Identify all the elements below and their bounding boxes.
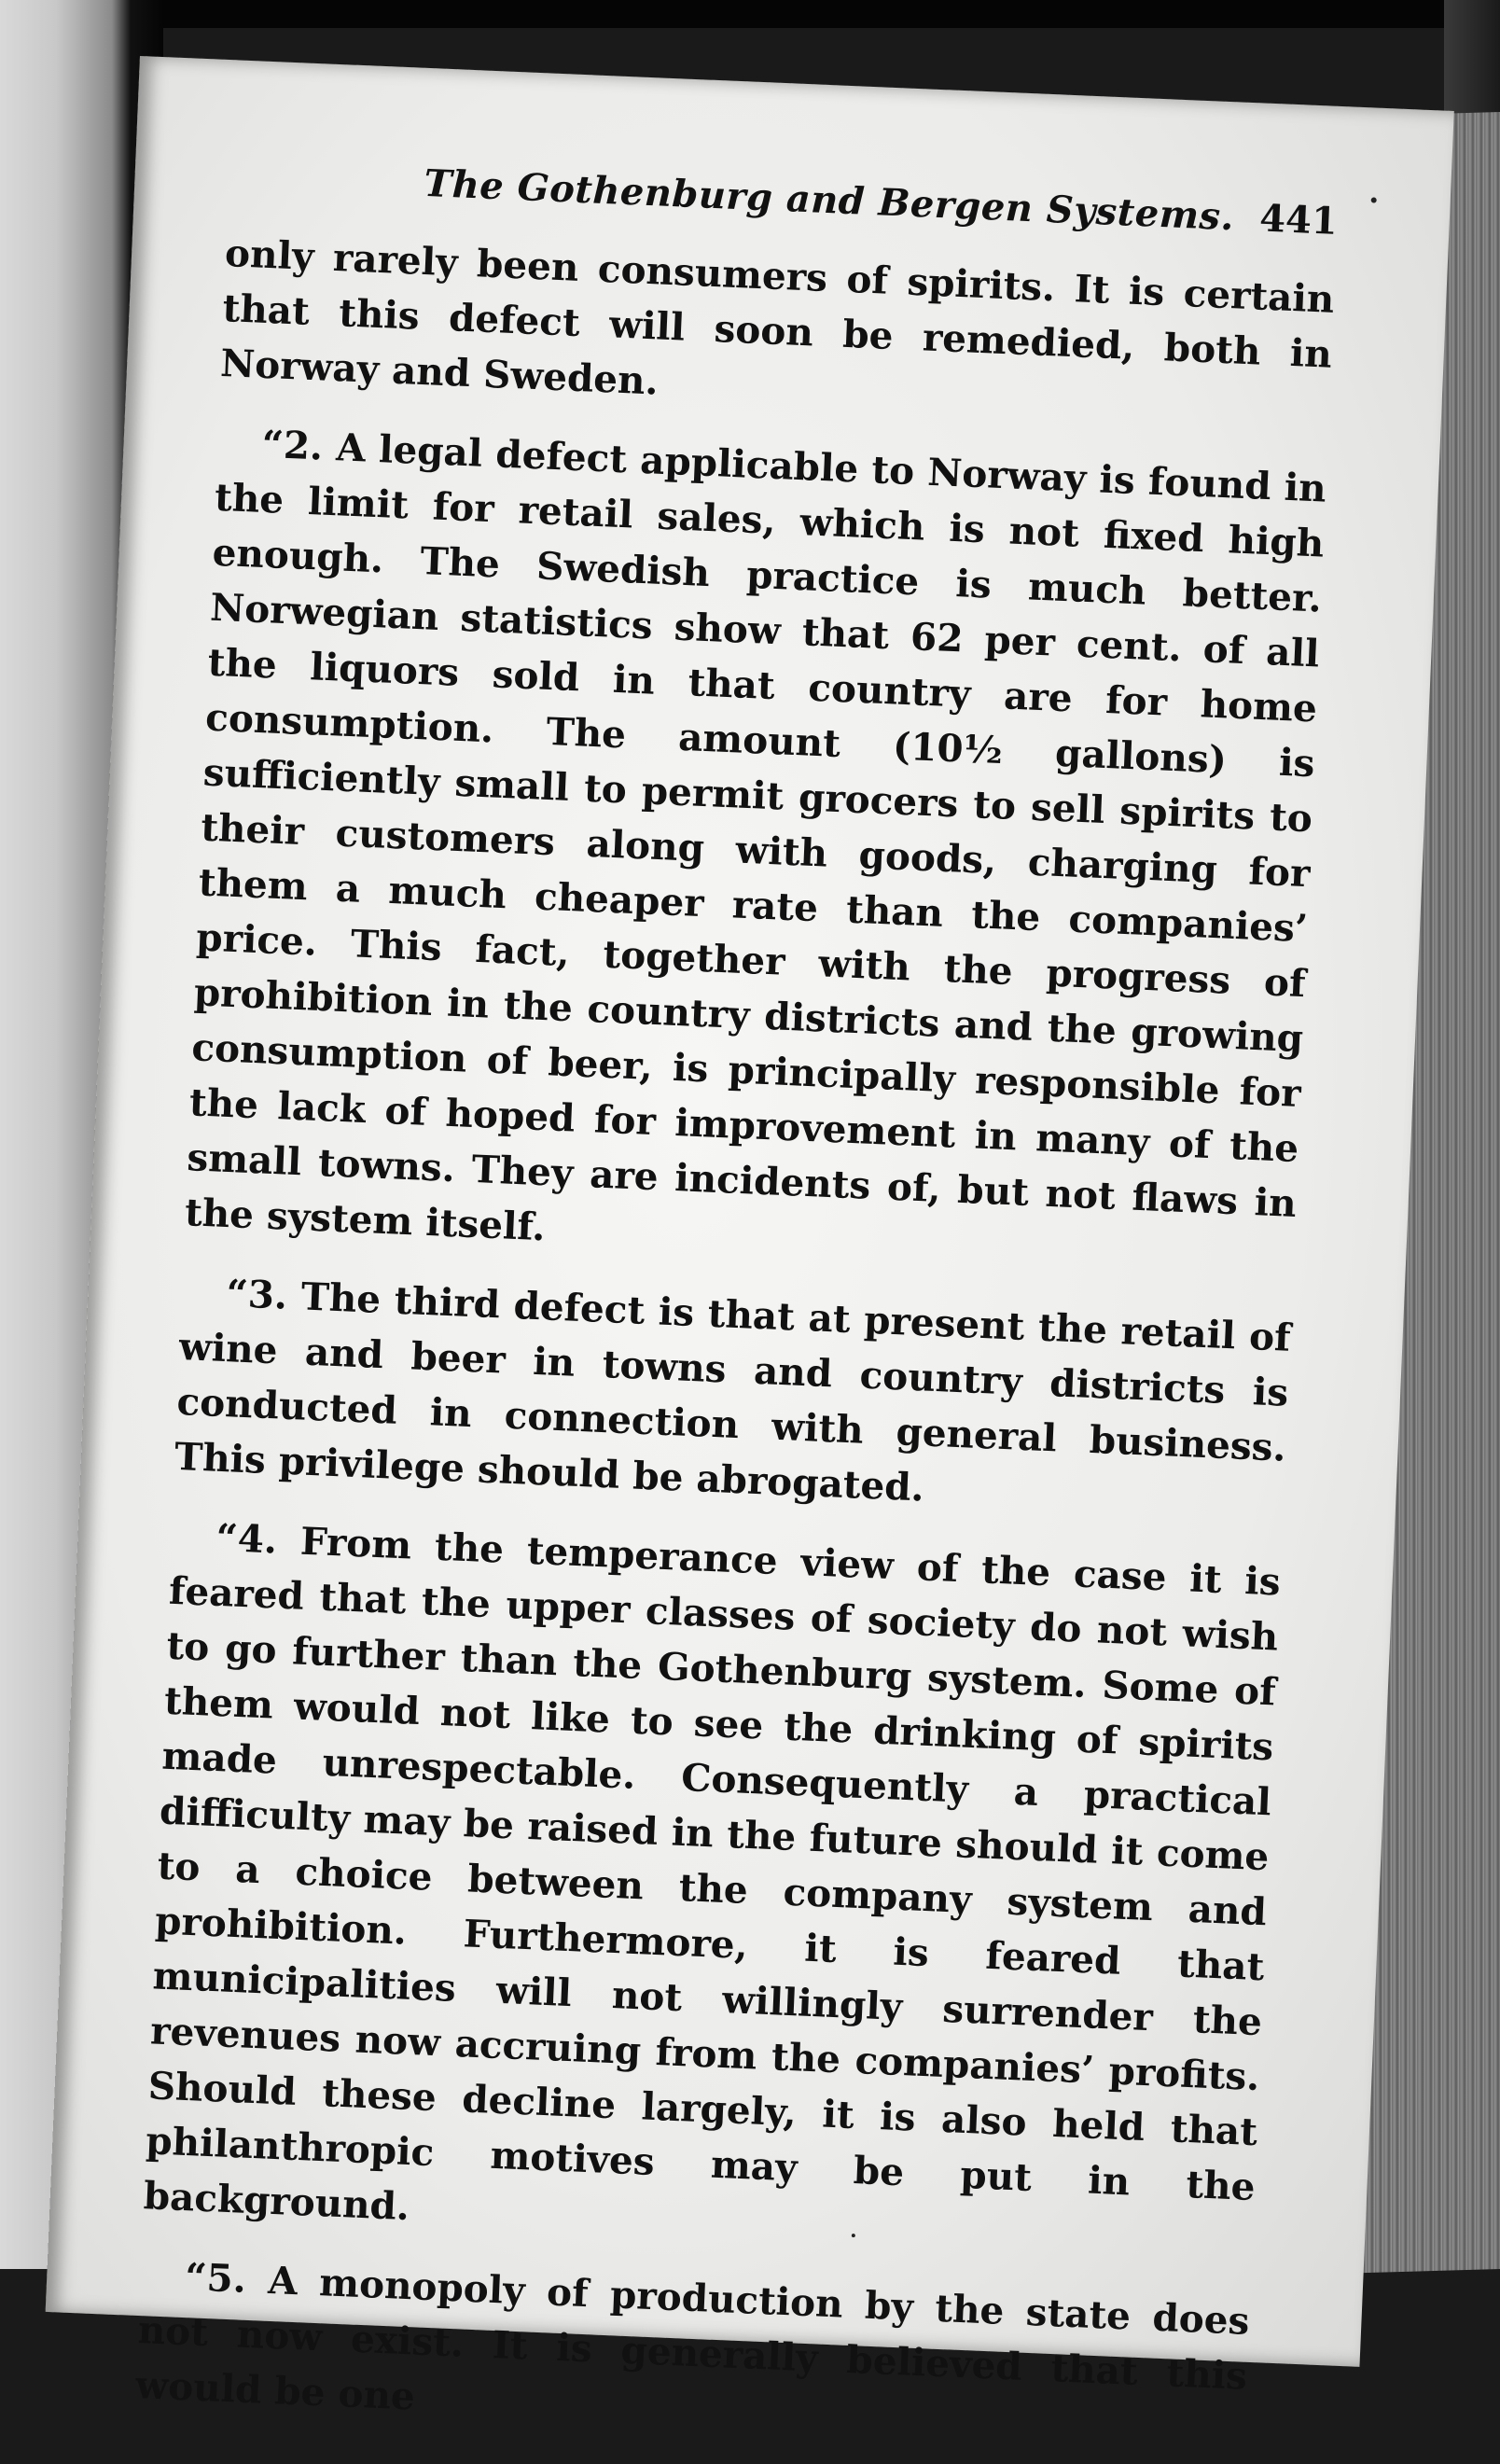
paragraph-point-2: “2. A legal defect applicable to Norway is found in the limit for retail sales, which is not fixed high enough. The Swedish practice is much better. Norwegian statistics show that 62 per cent. of all the liquors sold in that country are for home consumption. The amount (10½ gallons) is sufficiently small to permit grocers to sell spirits to their customers along with goods, charging for them a much cheaper rate than the companies’ price. This fact, together with the progress of prohibition in the country districts and the growing consumption of beer, is principally responsible for the lack of hoped for improvement in many of the small towns. They are incidents of, but not flaws in the system itself. [184,421,1327,1250]
scanner-bed-top [0,0,1500,28]
paragraph-point-3: “3. The third defect is that at present the retail of wine and beer in towns and country districts is conducted in connection with general business. This privilege should be abrogated. [174,1271,1292,1510]
paragraph-point-5: “5. A monopoly of production by the state does not now exist. It is generally believed that this would be one [134,2254,1251,2419]
paragraph-point-4: “4. From the temperance view of the case it is feared that the upper classes of society do not wish to go further than the Gothenburg system. Some of them would not like to see the drinking of spirits made unrespectable. Consequently a practical difficulty may be raised in the future should it come to a choice between the company system and prohibition. Furthermore, it is feared that municipalities will not willingly surrender the revenues now accruing from the companies’ profits. Should these decline largely, it is also held that philanthropic motives may be put in the background. [142,1514,1282,2230]
paragraph-continuation: only rarely been consumers of spirits. It is certain that this defect will soon be remedied, both in Norway and Sweden. [219,230,1336,404]
running-title: The Gothenburg and Bergen Systems. [423,160,1235,240]
page-number: 441 [1258,196,1339,244]
book-page [46,56,1454,2419]
page-body [134,226,1335,2459]
dust-speck [1371,197,1377,202]
